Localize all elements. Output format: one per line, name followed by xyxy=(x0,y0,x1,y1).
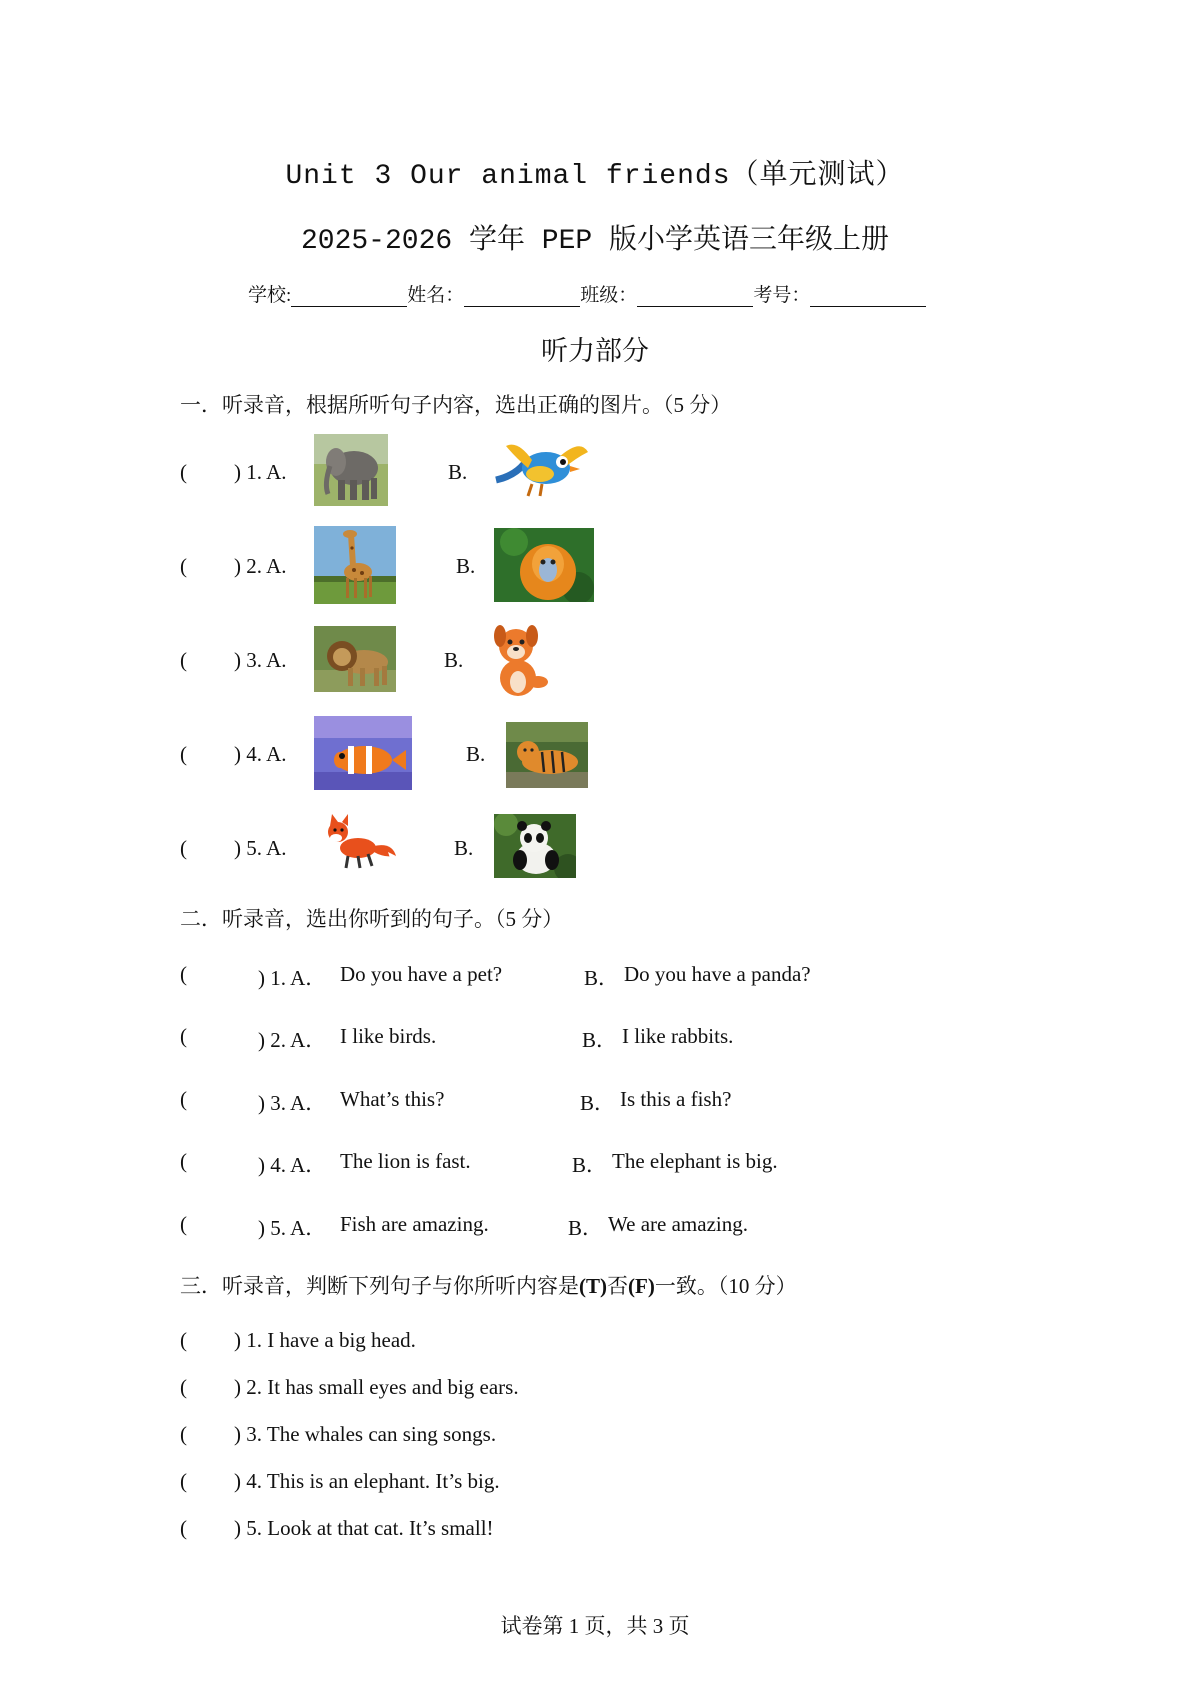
answer-paren[interactable]: ( xyxy=(180,1469,187,1493)
school-label: 学校: xyxy=(248,285,292,306)
name-label: 姓名： xyxy=(407,285,465,306)
title-unit: Unit 3 Our animal friends（单元测试） xyxy=(285,161,905,192)
answer-paren[interactable]: ( xyxy=(180,1328,187,1352)
s2-q5-b-label: B． xyxy=(568,1216,604,1240)
s1-q3-label: ) 3. A. xyxy=(234,648,287,672)
s2-q4-option-a[interactable]: The lion is fast. xyxy=(340,1149,471,1173)
s2-q2-option-a[interactable]: I like birds. xyxy=(340,1024,437,1048)
s2-q2-option-b[interactable]: I like rabbits. xyxy=(622,1024,734,1048)
s2-q1-label: ) 1. A． xyxy=(258,966,327,990)
s1-q4-label: ) 4. A. xyxy=(234,742,287,766)
s3-item-3: ) 3. The whales can sing songs. xyxy=(234,1422,497,1446)
answer-paren[interactable]: ( xyxy=(180,648,187,672)
answer-paren[interactable]: ( xyxy=(180,1516,187,1540)
page-footer: 试卷第 1 页，共 3 页 xyxy=(500,1614,690,1638)
s2-q1-option-b[interactable]: Do you have a panda? xyxy=(624,962,811,986)
title-grade: 2025-2026 学年 PEP 版小学英语三年级上册 xyxy=(300,226,890,257)
class-label: 班级： xyxy=(580,285,638,306)
answer-paren[interactable]: ( xyxy=(180,460,187,484)
s1-q2-label: ) 2. A. xyxy=(234,554,287,578)
s2-q4-option-b[interactable]: The elephant is big. xyxy=(612,1149,778,1173)
s2-q3-option-b[interactable]: Is this a fish? xyxy=(620,1087,732,1111)
s1-q3-b-label: B. xyxy=(444,648,464,672)
class-blank[interactable] xyxy=(637,286,753,307)
answer-paren[interactable]: ( xyxy=(180,1087,187,1111)
s2-q2-label: ) 2. A． xyxy=(258,1028,327,1052)
section3-heading-f: (F) xyxy=(628,1274,655,1298)
exam-no-label: 考号： xyxy=(753,285,811,306)
answer-paren[interactable]: ( xyxy=(180,1212,187,1236)
s2-q5-label: ) 5. A． xyxy=(258,1216,327,1240)
golden-monkey-photo[interactable] xyxy=(494,528,594,602)
s1-q2-b-label: B. xyxy=(456,554,476,578)
answer-paren[interactable]: ( xyxy=(180,836,187,860)
answer-paren[interactable]: ( xyxy=(180,742,187,766)
s2-q1-option-a[interactable]: Do you have a pet? xyxy=(340,962,503,986)
answer-paren[interactable]: ( xyxy=(180,962,187,986)
s1-q1-b-label: B. xyxy=(448,460,468,484)
section3-heading-t: (T) xyxy=(579,1274,607,1298)
s2-q3-label: ) 3. A． xyxy=(258,1091,327,1115)
section3-heading xyxy=(180,1270,797,1300)
answer-paren[interactable]: ( xyxy=(180,554,187,578)
answer-paren[interactable]: ( xyxy=(180,1422,187,1446)
s2-q4-label: ) 4. A． xyxy=(258,1153,327,1177)
s2-q5-option-a[interactable]: Fish are amazing. xyxy=(340,1212,489,1236)
answer-paren[interactable]: ( xyxy=(180,1375,187,1399)
school-blank[interactable] xyxy=(291,286,407,307)
s1-q4-b-label: B. xyxy=(466,742,486,766)
s1-q5-b-label: B. xyxy=(454,836,474,860)
part-title: 听力部分 xyxy=(541,336,649,366)
s2-q4-b-label: B． xyxy=(572,1153,608,1177)
blue-bird-cartoon[interactable] xyxy=(488,436,592,504)
section3-heading-post: 一致。（10 分） xyxy=(654,1274,797,1298)
lion-photo[interactable] xyxy=(314,626,396,692)
answer-paren[interactable]: ( xyxy=(180,1149,187,1173)
elephant-photo[interactable] xyxy=(314,434,388,506)
section1-heading: 一．听录音，根据所听句子内容，选出正确的图片。（5 分） xyxy=(180,393,732,417)
fox-cartoon[interactable] xyxy=(318,812,398,872)
s2-q3-b-label: B． xyxy=(580,1091,616,1115)
s2-q3-option-a[interactable]: What’s this? xyxy=(340,1087,445,1111)
exam-no-blank[interactable] xyxy=(810,286,926,307)
section3-heading-pre: 三．听录音，判断下列句子与你所听内容是 xyxy=(180,1274,579,1298)
s1-q1-label: ) 1. A. xyxy=(234,460,287,484)
section2-heading: 二．听录音，选出你听到的句子。（5 分） xyxy=(180,907,564,931)
name-blank[interactable] xyxy=(464,286,580,307)
s3-item-4: ) 4. This is an elephant. It’s big. xyxy=(234,1469,500,1493)
s3-item-5: ) 5. Look at that cat. It’s small! xyxy=(234,1516,494,1540)
s3-item-2: ) 2. It has small eyes and big ears. xyxy=(234,1375,519,1399)
s1-q5-label: ) 5. A. xyxy=(234,836,287,860)
panda-photo[interactable] xyxy=(494,814,576,878)
clownfish-photo[interactable] xyxy=(314,716,412,790)
s2-q2-b-label: B． xyxy=(582,1028,618,1052)
s2-q5-option-b[interactable]: We are amazing. xyxy=(608,1212,748,1236)
orange-dog-cartoon[interactable] xyxy=(486,620,552,698)
student-info-row xyxy=(248,280,926,307)
tiger-photo[interactable] xyxy=(506,722,588,788)
s2-q1-b-label: B． xyxy=(584,966,620,990)
giraffe-photo[interactable] xyxy=(314,526,396,604)
answer-paren[interactable]: ( xyxy=(180,1024,187,1048)
s3-item-1: ) 1. I have a big head. xyxy=(234,1328,416,1352)
section3-heading-mid: 否 xyxy=(607,1274,628,1298)
